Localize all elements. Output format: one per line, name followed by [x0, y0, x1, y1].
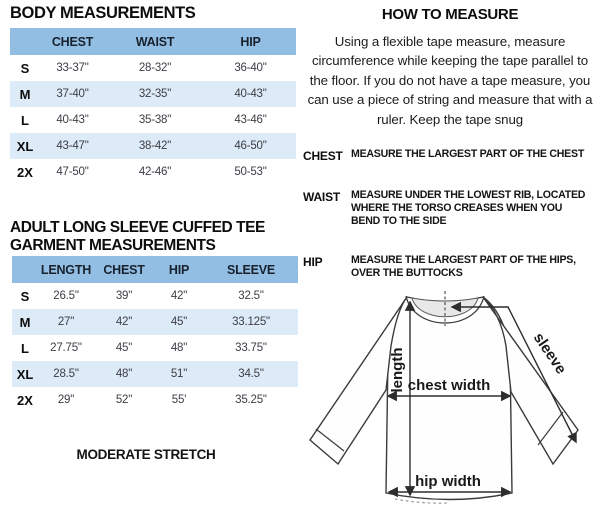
table-row	[10, 133, 296, 159]
body-table-corner-cell	[10, 28, 40, 55]
garment-table-col-sleeve: SLEEVE	[204, 256, 298, 283]
cell-waist: 35-38"	[138, 114, 172, 126]
body-measurements-title: BODY MEASUREMENTS	[10, 4, 196, 22]
cell-chest: 39"	[115, 290, 133, 302]
definition-waist	[303, 189, 597, 228]
length-label: length	[389, 347, 406, 393]
table-row	[10, 81, 296, 107]
cell-hip: 50-53"	[234, 166, 267, 178]
garment-measurements-table	[12, 256, 298, 413]
body-table-col-chest: CHEST	[40, 28, 105, 55]
size-label: XL	[16, 138, 34, 154]
definition-term: CHEST	[303, 149, 343, 164]
garment-title-line1: ADULT LONG SLEEVE CUFFED TEE	[10, 219, 265, 236]
cell-chest: 47-50"	[56, 166, 89, 178]
cell-hip: 55'	[171, 394, 187, 406]
garment-table-col-length: LENGTH	[38, 256, 94, 283]
definition-term: HIP	[303, 254, 323, 269]
body-table-col-hip: HIP	[205, 28, 296, 55]
cell-waist: 42-46"	[138, 166, 172, 178]
cell-hip: 36-40"	[234, 62, 267, 74]
size-label: XL	[16, 366, 34, 382]
definition-chest	[303, 148, 597, 163]
cell-hip: 40-43"	[234, 88, 267, 100]
cell-hip: 48"	[170, 342, 188, 354]
cell-length: 27"	[57, 316, 75, 328]
definition-text: MEASURE THE LARGEST PART OF THE HIPS, OVER THE BUTTOCKS	[351, 253, 576, 279]
how-to-measure-intro: Using a flexible tape measure, measure circumference while keeping the tape parallel to the floor. If you do not have a tape measure, you can use a piece of string and measure that with a ruler. Keep the tape snug	[307, 34, 593, 127]
how-to-measure-section	[303, 6, 597, 306]
shirt-measurement-diagram	[300, 290, 600, 528]
cell-hip: 43-46"	[234, 114, 267, 126]
cell-chest: 37-40"	[56, 88, 89, 100]
chest-width-label: chest width	[407, 377, 491, 394]
cell-waist: 38-42"	[138, 140, 172, 152]
cell-sleeve: 35.25"	[235, 394, 267, 406]
garment-table-col-hip: HIP	[154, 256, 204, 283]
garment-table-corner-cell	[12, 256, 38, 283]
cell-length: 26.5"	[53, 290, 79, 302]
cell-chest: 48"	[115, 368, 133, 380]
table-row	[12, 309, 298, 335]
table-row	[10, 55, 296, 81]
cell-hip: 42"	[170, 290, 188, 302]
cell-sleeve: 32.5"	[238, 290, 264, 302]
cell-chest: 40-43"	[56, 114, 89, 126]
stretch-note: MODERATE STRETCH	[76, 447, 216, 462]
size-label: 2X	[17, 392, 33, 408]
cell-sleeve: 33.125"	[232, 316, 270, 328]
table-row	[12, 335, 298, 361]
definition-term: WAIST	[303, 190, 340, 205]
size-label: L	[21, 112, 29, 128]
cell-length: 27.75"	[50, 342, 82, 354]
definition-hip	[303, 254, 597, 280]
cell-chest: 33-37"	[56, 62, 89, 74]
cell-hip: 46-50"	[234, 140, 267, 152]
cell-length: 29"	[57, 394, 75, 406]
table-row	[12, 283, 298, 309]
body-table-header-row	[10, 28, 296, 55]
hip-width-label: hip width	[415, 473, 481, 490]
size-label: S	[20, 288, 30, 304]
body-table-col-waist: WAIST	[105, 28, 205, 55]
garment-measurements-title	[10, 219, 265, 254]
size-label: 2X	[17, 164, 33, 180]
cell-hip: 45"	[170, 316, 188, 328]
cell-length: 28.5"	[53, 368, 79, 380]
cell-chest: 45"	[115, 342, 133, 354]
table-row	[12, 387, 298, 413]
how-to-measure-title: HOW TO MEASURE	[381, 6, 519, 23]
garment-table-header-row	[12, 256, 298, 283]
garment-title-line2: GARMENT MEASUREMENTS	[10, 236, 216, 254]
size-label: L	[21, 340, 29, 356]
cell-sleeve: 33.75"	[235, 342, 267, 354]
sleeve-label: sleeve	[529, 329, 570, 378]
size-label: S	[20, 60, 30, 76]
definition-text: MEASURE UNDER THE LOWEST RIB, LOCATED WHERE THE TORSO CREASES WHEN YOU BEND TO THE SIDE	[351, 189, 586, 227]
garment-table-col-chest: CHEST	[94, 256, 154, 283]
cell-chest: 52"	[115, 394, 133, 406]
definition-text: MEASURE THE LARGEST PART OF THE CHEST	[351, 148, 585, 161]
size-label: M	[19, 314, 31, 330]
size-label: M	[19, 86, 31, 102]
body-measurements-table	[10, 28, 296, 185]
cell-sleeve: 34.5"	[238, 368, 264, 380]
cell-waist: 32-35"	[138, 88, 172, 100]
cell-waist: 28-32"	[138, 62, 172, 74]
measure-definitions	[303, 148, 597, 280]
table-row	[10, 159, 296, 185]
cell-chest: 43-47"	[56, 140, 89, 152]
table-row	[12, 361, 298, 387]
cell-hip: 51"	[170, 368, 188, 380]
table-row	[10, 107, 296, 133]
shirt-body-outline	[386, 297, 512, 500]
cell-chest: 42"	[115, 316, 133, 328]
